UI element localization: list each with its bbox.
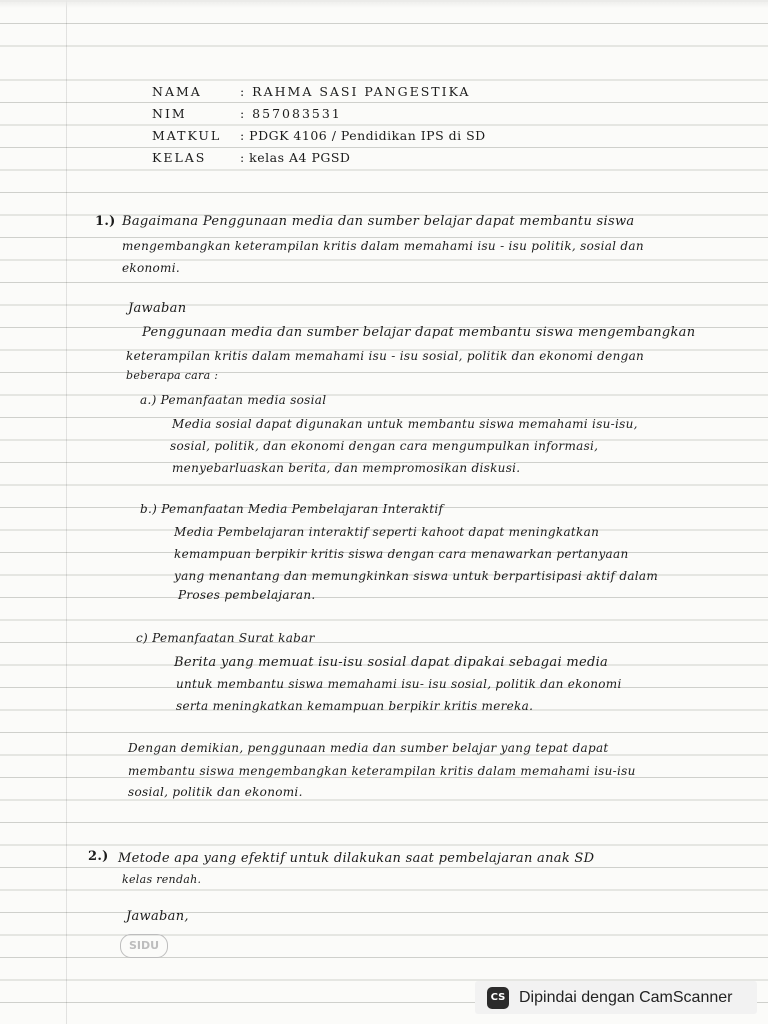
matkul-value: : PDGK 4106 / Pendidikan IPS di SD <box>240 128 486 143</box>
point-b-line: kemampuan berpikir kritis siswa dengan cara menawarkan pertanyaan <box>174 547 629 561</box>
matkul-label: MATKUL <box>152 128 222 143</box>
point-a-line: menyebarluaskan berita, dan mempromosikan diskusi. <box>172 461 521 475</box>
page-top-shadow <box>0 0 768 8</box>
answer-1-intro-line: Penggunaan media dan sumber belajar dapat membantu siswa mengembangkan <box>142 325 696 340</box>
answer-1-intro-line: keterampilan kritis dalam memahami isu - isu sosial, politik dan ekonomi dengan <box>126 349 645 363</box>
point-c-line: Berita yang memuat isu-isu sosial dapat dipakai sebagai media <box>174 655 609 670</box>
point-a-line: sosial, politik, dan ekonomi dengan cara mengumpulkan informasi, <box>170 439 599 453</box>
point-c-line: untuk membantu siswa memahami isu- isu sosial, politik dan ekonomi <box>176 677 622 691</box>
question-2-line: Metode apa yang efektif untuk dilakukan saat pembelajaran anak SD <box>118 851 595 866</box>
question-1-number: 1.) <box>95 214 116 229</box>
point-a-title: a.) Pemanfaatan media sosial <box>140 393 327 407</box>
point-c-title: c) Pemanfaatan Surat kabar <box>136 631 315 645</box>
point-b-line: yang menantang dan memungkinkan siswa untuk berpartisipasi aktif dalam <box>174 569 659 583</box>
paper-brand-stamp: SIDU <box>120 934 168 958</box>
camscanner-text: Dipindai dengan CamScanner <box>519 988 733 1006</box>
kelas-value: : kelas A4 PGSD <box>240 150 351 165</box>
conclusion-line: membantu siswa mengembangkan keterampilan kritis dalam memahami isu-isu <box>128 764 636 778</box>
answer-1-intro-line: beberapa cara : <box>126 369 219 382</box>
answer-1-label: Jawaban <box>128 301 187 316</box>
point-c-line: serta meningkatkan kemampuan berpikir kritis mereka. <box>176 699 534 713</box>
kelas-label: KELAS <box>152 150 207 165</box>
question-2-number: 2.) <box>88 849 109 864</box>
nim-label: NIM <box>152 106 187 121</box>
name-label: NAMA <box>152 84 202 99</box>
question-1-line: Bagaimana Penggunaan media dan sumber belajar dapat membantu siswa <box>122 214 635 229</box>
point-b-title: b.) Pemanfaatan Media Pembelajaran Interaktif <box>140 502 444 516</box>
question-1-line: ekonomi. <box>122 261 180 275</box>
question-1-line: mengembangkan keterampilan kritis dalam memahami isu - isu politik, sosial dan <box>122 239 644 253</box>
answer-2-label: Jawaban, <box>126 909 189 924</box>
conclusion-line: Dengan demikian, penggunaan media dan sumber belajar yang tepat dapat <box>128 741 609 755</box>
camscanner-logo-icon: CS <box>487 987 509 1009</box>
camscanner-watermark <box>475 981 757 1014</box>
nim-value: : 857083531 <box>240 106 342 121</box>
question-2-line: kelas rendah. <box>122 873 202 886</box>
point-a-line: Media sosial dapat digunakan untuk membantu siswa memahami isu-isu, <box>172 417 638 431</box>
conclusion-line: sosial, politik dan ekonomi. <box>128 785 303 799</box>
point-b-line: Media Pembelajaran interaktif seperti kahoot dapat meningkatkan <box>174 525 600 539</box>
name-value: : RAHMA SASI PANGESTIKA <box>240 84 471 99</box>
point-b-line: Proses pembelajaran. <box>178 588 316 602</box>
